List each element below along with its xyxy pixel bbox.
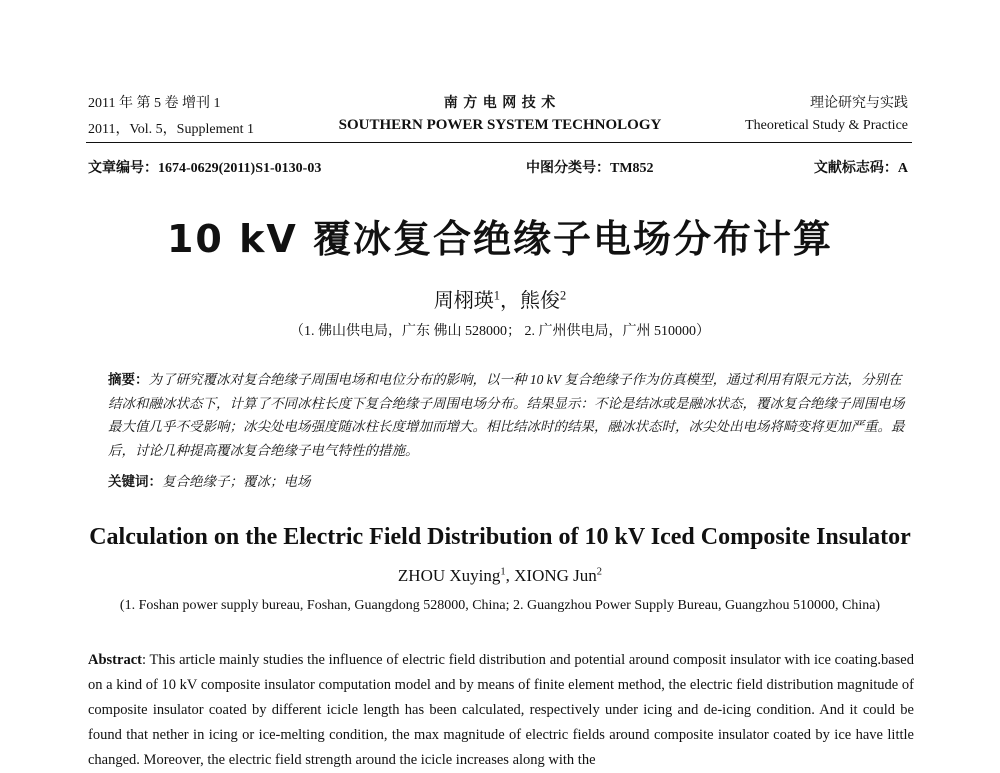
author-1-cn-sup: 1	[493, 288, 500, 303]
abstract-cn-text: 为了研究覆冰对复合绝缘子周围电场和电位分布的影响，以一种 10 kV 复合绝缘子作为仿真模型，通过利用有限元方法，分别在结冰和融冰状态下，计算了不同冰柱长度下复合绝缘子周围电场分布。结果显示：不论是结冰或是融冰状态，覆冰复合绝缘子周围电场最大值几乎不受影响；冰尖处电场强度随冰柱长度增加而增大。相比结冰时的结果，融冰状态时，冰尖处出电场将畸变将更加严重。最后，讨论几种提高覆冰复合绝缘子电气特性的措施。	[108, 372, 905, 458]
abstract-en-label: Abstract	[88, 652, 142, 668]
abstract-cn	[108, 368, 908, 462]
abstract-en-text: : This article mainly studies the influence of electric field distribution and potential around composit insulator with ice coating.based on a kind of 10 kV composite insulator computation model and by means of finite element method, the electric field distribution magnitude of composite insulator coated by different icicle length has been calculated, respectively under icing and de-icing condition. And it could be found that nether in icing or ice-melting condition, the max magnitude of electric fields around composite insulator coated by ice have little changed. Moreover, the electric field strength around the icicle increases along with the	[88, 652, 914, 768]
title-en: Calculation on the Electric Field Distribution of 10 kV Iced Composite Insulator	[89, 524, 911, 550]
journal-issue-cn: 2011 年 第 5 卷 增刊 1	[88, 96, 221, 111]
affiliation-cn: （1. 佛山供电局，广东 佛山 528000； 2. 广州供电局，广州 510000）	[290, 324, 710, 339]
author-1-cn: 周栩瑛	[433, 290, 494, 312]
author-2-cn: 熊俊	[520, 290, 560, 312]
author-2-en: XIONG Jun	[514, 566, 597, 585]
journal-name-en: SOUTHERN POWER SYSTEM TECHNOLOGY	[338, 117, 662, 133]
affiliation-en: (1. Foshan power supply bureau, Foshan, Guangdong 528000, China; 2. Guangzhou Power Supply Bureau, Guangzhou 510000, China)	[119, 598, 881, 613]
title-cn: 10 kV 覆冰复合绝缘子电场分布计算	[166, 217, 834, 261]
keywords-cn	[108, 470, 311, 490]
keywords-cn-text: 复合绝缘子；覆冰；电场	[162, 474, 311, 489]
authors-cn-separator: ，	[500, 290, 520, 312]
author-2-cn-sup: 2	[560, 288, 567, 303]
abstract-en	[88, 648, 914, 773]
abstract-cn-label: 摘要：	[108, 372, 149, 387]
author-1-en: ZHOU Xuying	[397, 566, 501, 585]
section-en: Theoretical Study & Practice	[745, 118, 908, 133]
section-cn: 理论研究与实践	[810, 96, 908, 111]
author-1-en-sup: 1	[500, 566, 506, 578]
header-rule	[86, 142, 912, 143]
authors-cn	[0, 284, 1000, 313]
article-number: 文章编号：1674-0629(2011)S1-0130-03	[88, 161, 322, 176]
journal-issue-en: 2011，Vol. 5，Supplement 1	[88, 122, 255, 137]
author-2-en-sup: 2	[596, 566, 603, 578]
authors-en-separator: ,	[505, 566, 515, 585]
authors-en	[0, 566, 1000, 586]
keywords-cn-label: 关键词：	[108, 474, 162, 489]
document-code: 文献标志码：A	[813, 161, 908, 176]
journal-name-cn: 南 方 电 网 技 术	[443, 96, 557, 111]
clc-number: 中图分类号：TM852	[526, 161, 654, 176]
